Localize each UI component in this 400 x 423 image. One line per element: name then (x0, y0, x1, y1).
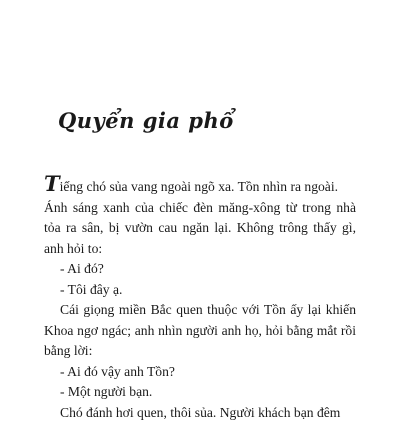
chapter-body (44, 176, 356, 423)
dialogue-line: - Ai đó vậy anh Tồn? (44, 362, 356, 383)
dialogue-line: - Một người bạn. (44, 382, 356, 403)
opening-paragraph-rest: Ánh sáng xanh của chiếc đèn măng-xông từ trong nhà tỏa ra sân, bị vườn cau ngăn lại. Không trông thấy gì, anh hỏi to: (44, 200, 356, 256)
dialogue-line: - Tôi đây ạ. (44, 280, 356, 301)
opening-line-text: iếng chó sủa vang ngoài ngõ xa. Tồn nhìn ra ngoài. (60, 179, 338, 194)
dialogue-line: - Ai đó? (44, 259, 356, 280)
paragraph-partial: Chó đánh hơi quen, thôi sủa. Người khách bạn đêm (44, 403, 356, 423)
paragraph-opening (44, 176, 356, 259)
chapter-title: Quyển gia phổ (58, 108, 234, 133)
opening-line (44, 176, 356, 198)
paragraph: Cái giọng miền Bắc quen thuộc với Tồn ấy lại khiến Khoa ngơ ngác; anh nhìn người anh họ, hỏi bằng mắt rồi bằng lời: (44, 300, 356, 362)
initial-letter: T (44, 171, 60, 196)
